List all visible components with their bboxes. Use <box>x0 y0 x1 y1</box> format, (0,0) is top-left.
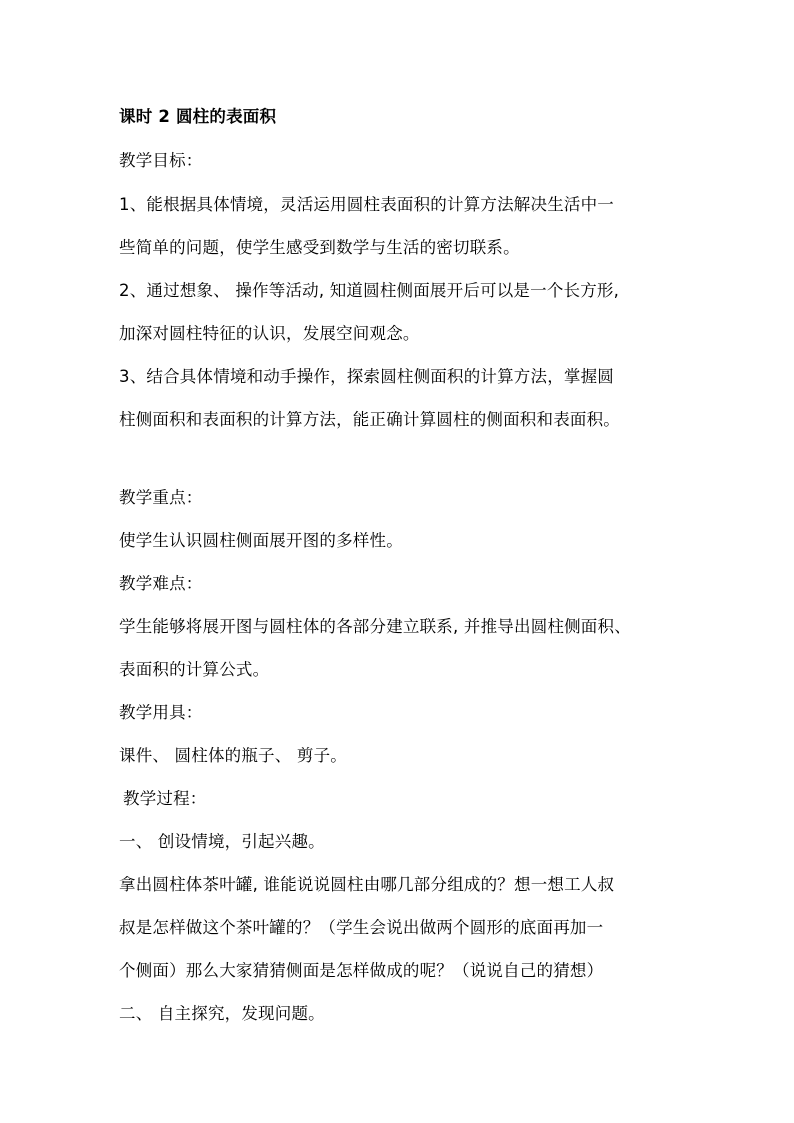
section-1-line-2: 叔是怎样做这个茶叶罐的？（学生会说出做两个圆形的底面再加一 <box>119 918 604 937</box>
key-points-text: 使学生认识圆柱侧面展开图的多样性。 <box>119 531 403 550</box>
heading-difficulties: 教学难点： <box>119 574 203 593</box>
heading-teaching-tools: 教学用具： <box>119 703 203 722</box>
difficulties-line-2: 表面积的计算公式。 <box>119 660 270 679</box>
objective-1-line-1: 1、能根据具体情境，灵活运用圆柱表面积的计算方法解决生活中一 <box>119 195 614 214</box>
objective-3-line-1: 3、结合具体情境和动手操作，探索圆柱侧面积的计算方法，掌握圆 <box>119 367 614 386</box>
heading-objectives: 教学目标： <box>119 151 203 170</box>
heading-process: 教学过程： <box>123 789 207 808</box>
section-1-heading: 一、 创设情境，引起兴趣。 <box>119 832 325 851</box>
section-2-heading: 二、 自主探究，发现问题。 <box>119 1004 325 1023</box>
objective-2-line-2: 加深对圆柱特征的认识，发展空间观念。 <box>119 324 420 343</box>
objective-3-line-2: 柱侧面积和表面积的计算方法，能正确计算圆柱的侧面积和表面积。 <box>119 410 620 429</box>
teaching-tools-text: 课件、 圆柱体的瓶子、 剪子。 <box>119 746 347 765</box>
objective-1-line-2: 些简单的问题，使学生感受到数学与生活的密切联系。 <box>119 238 520 257</box>
section-1-line-1: 拿出圆柱体茶叶罐, 谁能说说圆柱由哪几部分组成的？想一想工人叔 <box>119 875 615 894</box>
section-1-line-3: 个侧面）那么大家猜猜侧面是怎样做成的呢？（说说自己的猜想） <box>119 961 604 980</box>
heading-key-points: 教学重点： <box>119 488 203 507</box>
difficulties-line-1: 学生能够将展开图与圆柱体的各部分建立联系, 并推导出圆柱侧面积、 <box>119 617 631 636</box>
objective-2-line-1: 2、通过想象、 操作等活动, 知道圆柱侧面展开后可以是一个长方形, <box>119 281 620 300</box>
lesson-title: 课时 2 圆柱的表面积 <box>119 107 277 126</box>
